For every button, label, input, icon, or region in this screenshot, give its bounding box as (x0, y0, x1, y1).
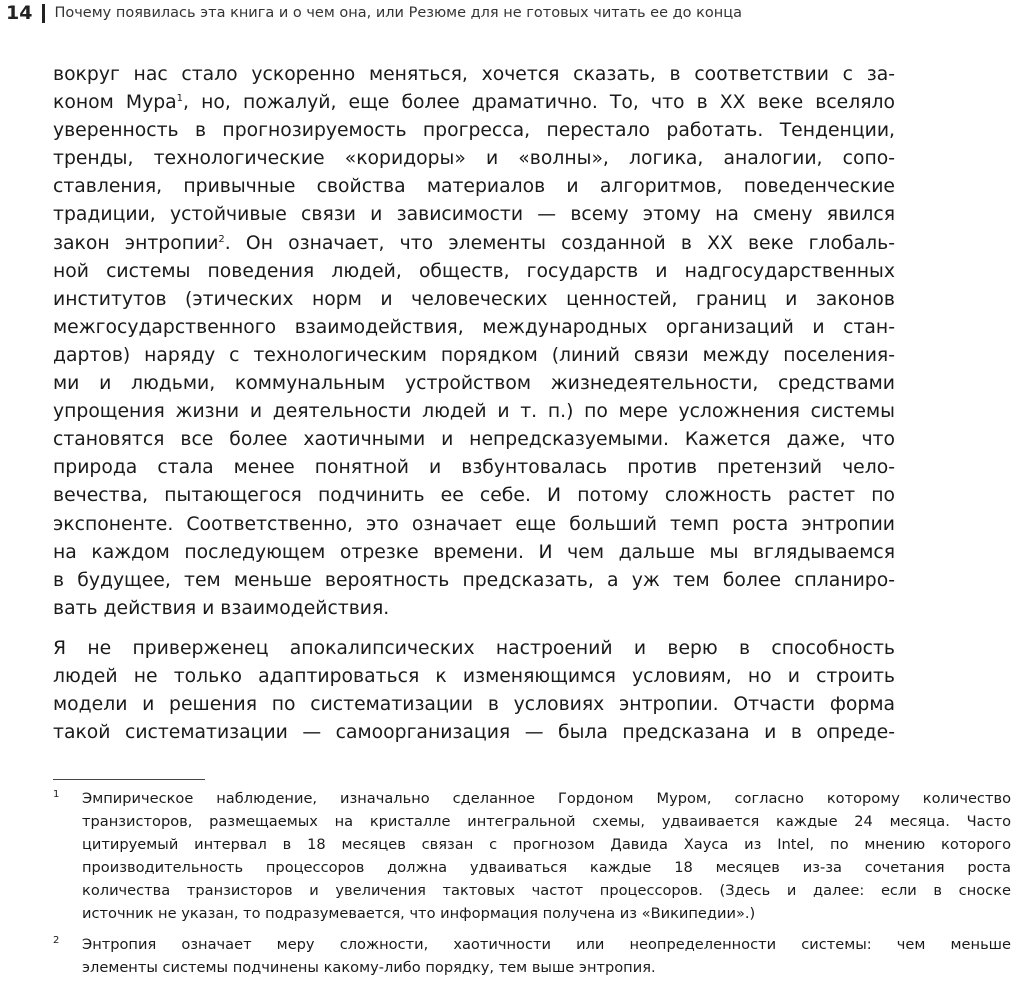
footnote-line: транзисторов, размещаемых на кристалле интегральной схемы, удваивается каждые 24 месяца. Часто (82, 812, 1011, 830)
paragraph (53, 61, 895, 623)
text-line (53, 230, 895, 258)
text-line: становятся все более хаотичными и непредсказуемыми. Кажется даже, что (53, 429, 895, 451)
footnote-line: источник не указан, то подразумевается, что информация получена из «Википедии».) (82, 904, 756, 922)
text-fragment: коном Мура (53, 92, 177, 114)
text-line: на каждом последующем отрезке времени. И чем дальше мы вглядываемся (53, 541, 895, 563)
text-line: дартов) наряду с технологическим порядком (линий связи между поселения- (53, 344, 895, 366)
text-line: вечества, пытающегося подчинить ее себе. И потому сложность растет по (53, 485, 895, 507)
text-line: уверенность в прогнозируемость прогресса, перестало работать. Тенденции, (53, 120, 895, 142)
header-divider (42, 4, 45, 23)
text-line: традиции, устойчивые связи и зависимости — всему этому на смену явился (53, 204, 895, 226)
text-line: вокруг нас стало ускоренно меняться, хочется сказать, в соответствии с за- (53, 64, 895, 85)
text-line: ми и людьми, коммунальным устройством жизнедеятельности, средствами (53, 373, 895, 395)
page-header (6, 2, 742, 24)
text-line (53, 89, 895, 117)
text-line: экспоненте. Соответственно, это означает еще больший темп роста энтропии (53, 513, 895, 535)
text-line: Я не приверженец апокалипсических настроений и верю в способность (53, 637, 895, 659)
footnote-ref[interactable]: 2 (218, 233, 225, 245)
text-line: природа стала менее понятной и взбунтовалась против претензий чело- (53, 457, 895, 479)
page-number: 14 (6, 2, 33, 24)
footnote (53, 788, 1011, 925)
text-line: межгосударственного взаимодействия, международных организаций и стан- (53, 316, 895, 338)
text-line: такой систематизации — самоорганизация — была предсказана и в опреде- (53, 722, 895, 744)
text-fragment: закон энтропии (53, 232, 219, 254)
text-line: людей не только адаптироваться к изменяющимся условиям, но и строить (53, 665, 895, 687)
footnote (53, 934, 1011, 980)
footnote-ref[interactable]: 1 (176, 93, 184, 105)
footnote-line: Энтропия означает меру сложности, хаотичности или неопределенности системы: чем меньше (82, 936, 1011, 954)
text-fragment: , но, пожалуй, еще более драматично. То, что в XX веке вселяло (183, 92, 896, 114)
text-fragment: . Он означает, что элементы созданной в XX веке глобаль- (224, 232, 895, 254)
footnote-line: количества транзисторов и увеличения тактовых частот процессоров. (Здесь и далее: если в сноске (82, 881, 1011, 899)
text-line: институтов (этических норм и человеческих ценностей, границ и законов (53, 288, 895, 310)
footnote-line: Эмпирическое наблюдение, изначально сделанное Гордоном Муром, согласно которому количество (82, 790, 1011, 807)
paragraph (53, 635, 895, 747)
footnote-line: производительность процессоров должна удваиваться каждые 18 месяцев из-за сочетания роста (82, 858, 1011, 876)
text-line: вать действия и взаимодействия. (53, 597, 390, 619)
text-line: в будущее, тем меньше вероятность предсказать, а уж тем более спланиро- (53, 569, 895, 591)
footnote-marker: 2 (53, 935, 60, 947)
text-line: тренды, технологические «коридоры» и «волны», логика, аналогии, сопо- (53, 148, 895, 170)
main-text (53, 61, 895, 747)
footnote-separator (53, 779, 205, 780)
text-line: упрощения жизни и деятельности людей и т. п.) по мере усложнения системы (53, 401, 895, 423)
footnote-marker: 1 (53, 789, 60, 800)
footnote-line: цитируемый интервал в 18 месяцев связан с прогнозом Давида Хауса из Intel, по мнению которого (82, 835, 1011, 853)
text-line: ной системы поведения людей, обществ, государств и надгосударственных (53, 260, 895, 282)
footnotes (53, 788, 1011, 980)
running-head: Почему появилась эта книга и о чем она, или Резюме для не готовых читать ее до конца (54, 5, 742, 21)
text-line: модели и решения по систематизации в условиях энтропии. Отчасти форма (53, 694, 895, 716)
text-line: ставления, привычные свойства материалов и алгоритмов, поведенческие (53, 176, 895, 198)
footnote-line: элементы системы подчинены какому-либо порядку, тем выше энтропия. (82, 959, 656, 977)
